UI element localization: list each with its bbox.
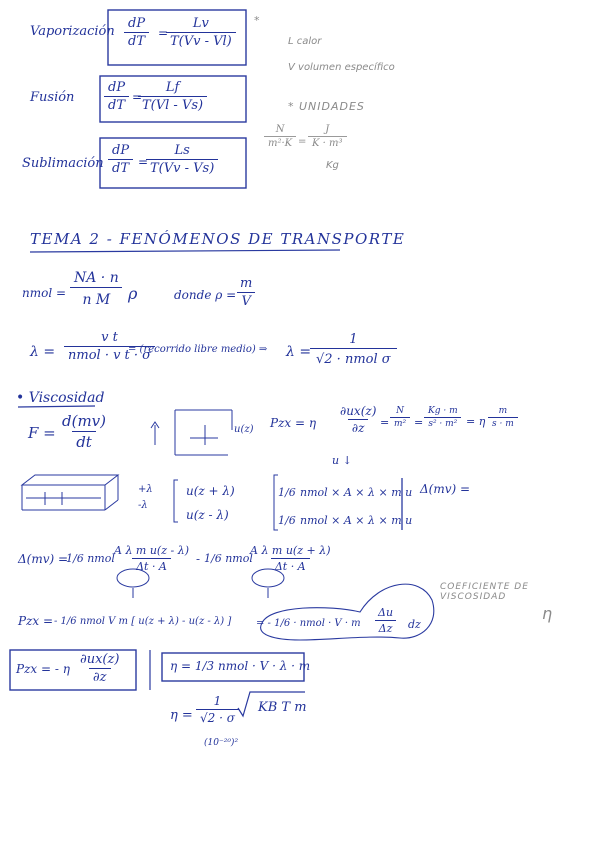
final-pzx-lhs: Pzx = - η	[16, 662, 70, 676]
equals-sign: =	[380, 416, 390, 429]
vap-lhs: $\frac{dP}{dT}$	[124, 16, 149, 49]
final-small-note: (10⁻²⁰)²	[204, 738, 239, 748]
viscosidad-heading: • Viscosidad	[16, 390, 105, 406]
equals-sign: =	[298, 136, 307, 147]
units-eta: = η	[466, 415, 486, 428]
fusion-label: Fusión	[30, 90, 75, 105]
pzx-eq-lhs: Pzx =	[18, 614, 54, 628]
donde-label: donde ρ =	[174, 288, 237, 302]
delta-eq-lhs: Δ(mv) =	[18, 552, 69, 566]
vap-rhs: $\frac{Lv}{T(Vv - Vl)}$	[166, 16, 236, 49]
nmol-frac: $\frac{NA \cdot n}{\text{n M}}$	[70, 270, 123, 308]
delta-mv-label: Δ(mv) =	[420, 482, 471, 496]
delta-coef-2: 1/6 nmol	[204, 552, 253, 565]
nmol-lhs: nmol =	[22, 286, 67, 300]
vaporizacion-label: Vaporización	[30, 24, 115, 39]
force-frac: $\frac{d(mv)}{dt}$	[62, 412, 107, 451]
plus-lambda: +λ	[138, 484, 153, 495]
sub-rhs: $\frac{Ls}{T(Vv - Vs)}$	[146, 143, 218, 176]
coeficiente-note: COEFICIENTE DE VISCOSIDAD	[440, 582, 529, 602]
u-arrow: u ↓	[332, 454, 352, 467]
lambda-lhs: λ =	[30, 344, 56, 360]
units-kg: Kg	[326, 160, 339, 171]
sublimacion-label: Sublimación	[22, 156, 104, 171]
equals-sign: =	[138, 155, 149, 169]
box-frac-2: 1/6	[278, 514, 296, 527]
force-lhs: F =	[28, 424, 56, 442]
final-eta-lhs: η =	[170, 708, 193, 723]
units-rhs: $\frac{J}{\text{K · m³}}$	[308, 124, 347, 149]
volumen-note: V volumen específico	[288, 62, 395, 73]
equals-sign: =	[158, 26, 169, 40]
tema-title: TEMA 2 - FENÓMENOS DE TRANSPORTE	[30, 230, 406, 248]
delta-coef-1: 1/6 nmol	[66, 552, 115, 565]
fus-lhs: $\frac{dP}{dT}$	[104, 80, 129, 113]
pzx-eq-frac: $\frac{\Delta u}{\Delta z}$	[374, 606, 397, 635]
lambda-lhs-2: λ =	[286, 344, 312, 360]
unidades-note: * UNIDADES	[288, 100, 365, 113]
final-sqrt-content: KB T m	[258, 700, 307, 715]
layers-sketch	[22, 475, 118, 510]
star-note: *	[254, 14, 260, 27]
plate-sketch	[151, 410, 232, 455]
final-eta-boxed: η = 1/3 nmol · V · λ · m	[170, 659, 311, 673]
pzx-frac: $\frac{\partial ux(z)}{\partial z}$	[340, 404, 377, 435]
rho-symbol: ρ	[128, 284, 138, 303]
u-minus: u(z - λ)	[186, 508, 229, 522]
units-frac-3: $\frac{m}{s \cdot m}$	[488, 406, 518, 429]
pzx-eq-middle: - 1/6 nmol V m [ u(z + λ) - u(z - λ) ]	[54, 616, 232, 627]
units-frac-1: $\frac{N}{\text{m²}}$	[390, 406, 410, 429]
pzx-lhs: Pzx = η	[270, 416, 317, 430]
eta-note: η	[542, 604, 553, 623]
u-label: u(z)	[234, 424, 254, 435]
final-eta-frac: $\frac{1}{√2 \cdot \sigma}$	[196, 694, 239, 725]
pzx-dz: dz	[408, 618, 421, 631]
sub-lhs: $\frac{dP}{dT}$	[108, 143, 133, 176]
u-plus: u(z + λ)	[186, 484, 235, 498]
pzx-eq-rhs: = - 1/6 · nmol · V · m	[256, 618, 361, 629]
lambda-frac: v t nmol · v t · σ	[64, 330, 155, 363]
box-row-1: nmol × A × λ × m u	[300, 486, 413, 499]
delta-term-2: $\frac{\text{A λ m u(z + λ)}}{\Delta t \cdot A}$	[250, 544, 331, 573]
delta-minus: -	[196, 552, 201, 566]
recorrido-note: = (recorrido libre medio) ⇒	[128, 344, 268, 355]
minus-lambda: -λ	[138, 500, 148, 511]
box-frac-1: 1/6	[278, 486, 296, 499]
equals-sign: =	[132, 90, 143, 104]
lambda-result: 1 √2 · nmol σ	[310, 332, 397, 367]
rho-frac: $\frac{m}{V}$	[236, 276, 256, 309]
calor-note: L calor	[288, 36, 322, 47]
final-pzx-frac: $\frac{\partial ux(z)}{\partial z}$	[80, 652, 120, 685]
units-lhs: $\frac{N}{\text{m²·K}}$	[264, 124, 296, 149]
delta-term-1: $\frac{\text{A λ m u(z - λ)}}{\Delta t \cdot A}$	[114, 544, 189, 573]
box-row-2: nmol × A × λ × m u	[300, 514, 413, 527]
equals-sign: =	[414, 416, 424, 429]
units-frac-2: $\frac{Kg \cdot m}{\text{s² · m²}}$	[424, 406, 462, 429]
fus-rhs: $\frac{Lf}{T(Vl - Vs)}$	[138, 80, 207, 113]
